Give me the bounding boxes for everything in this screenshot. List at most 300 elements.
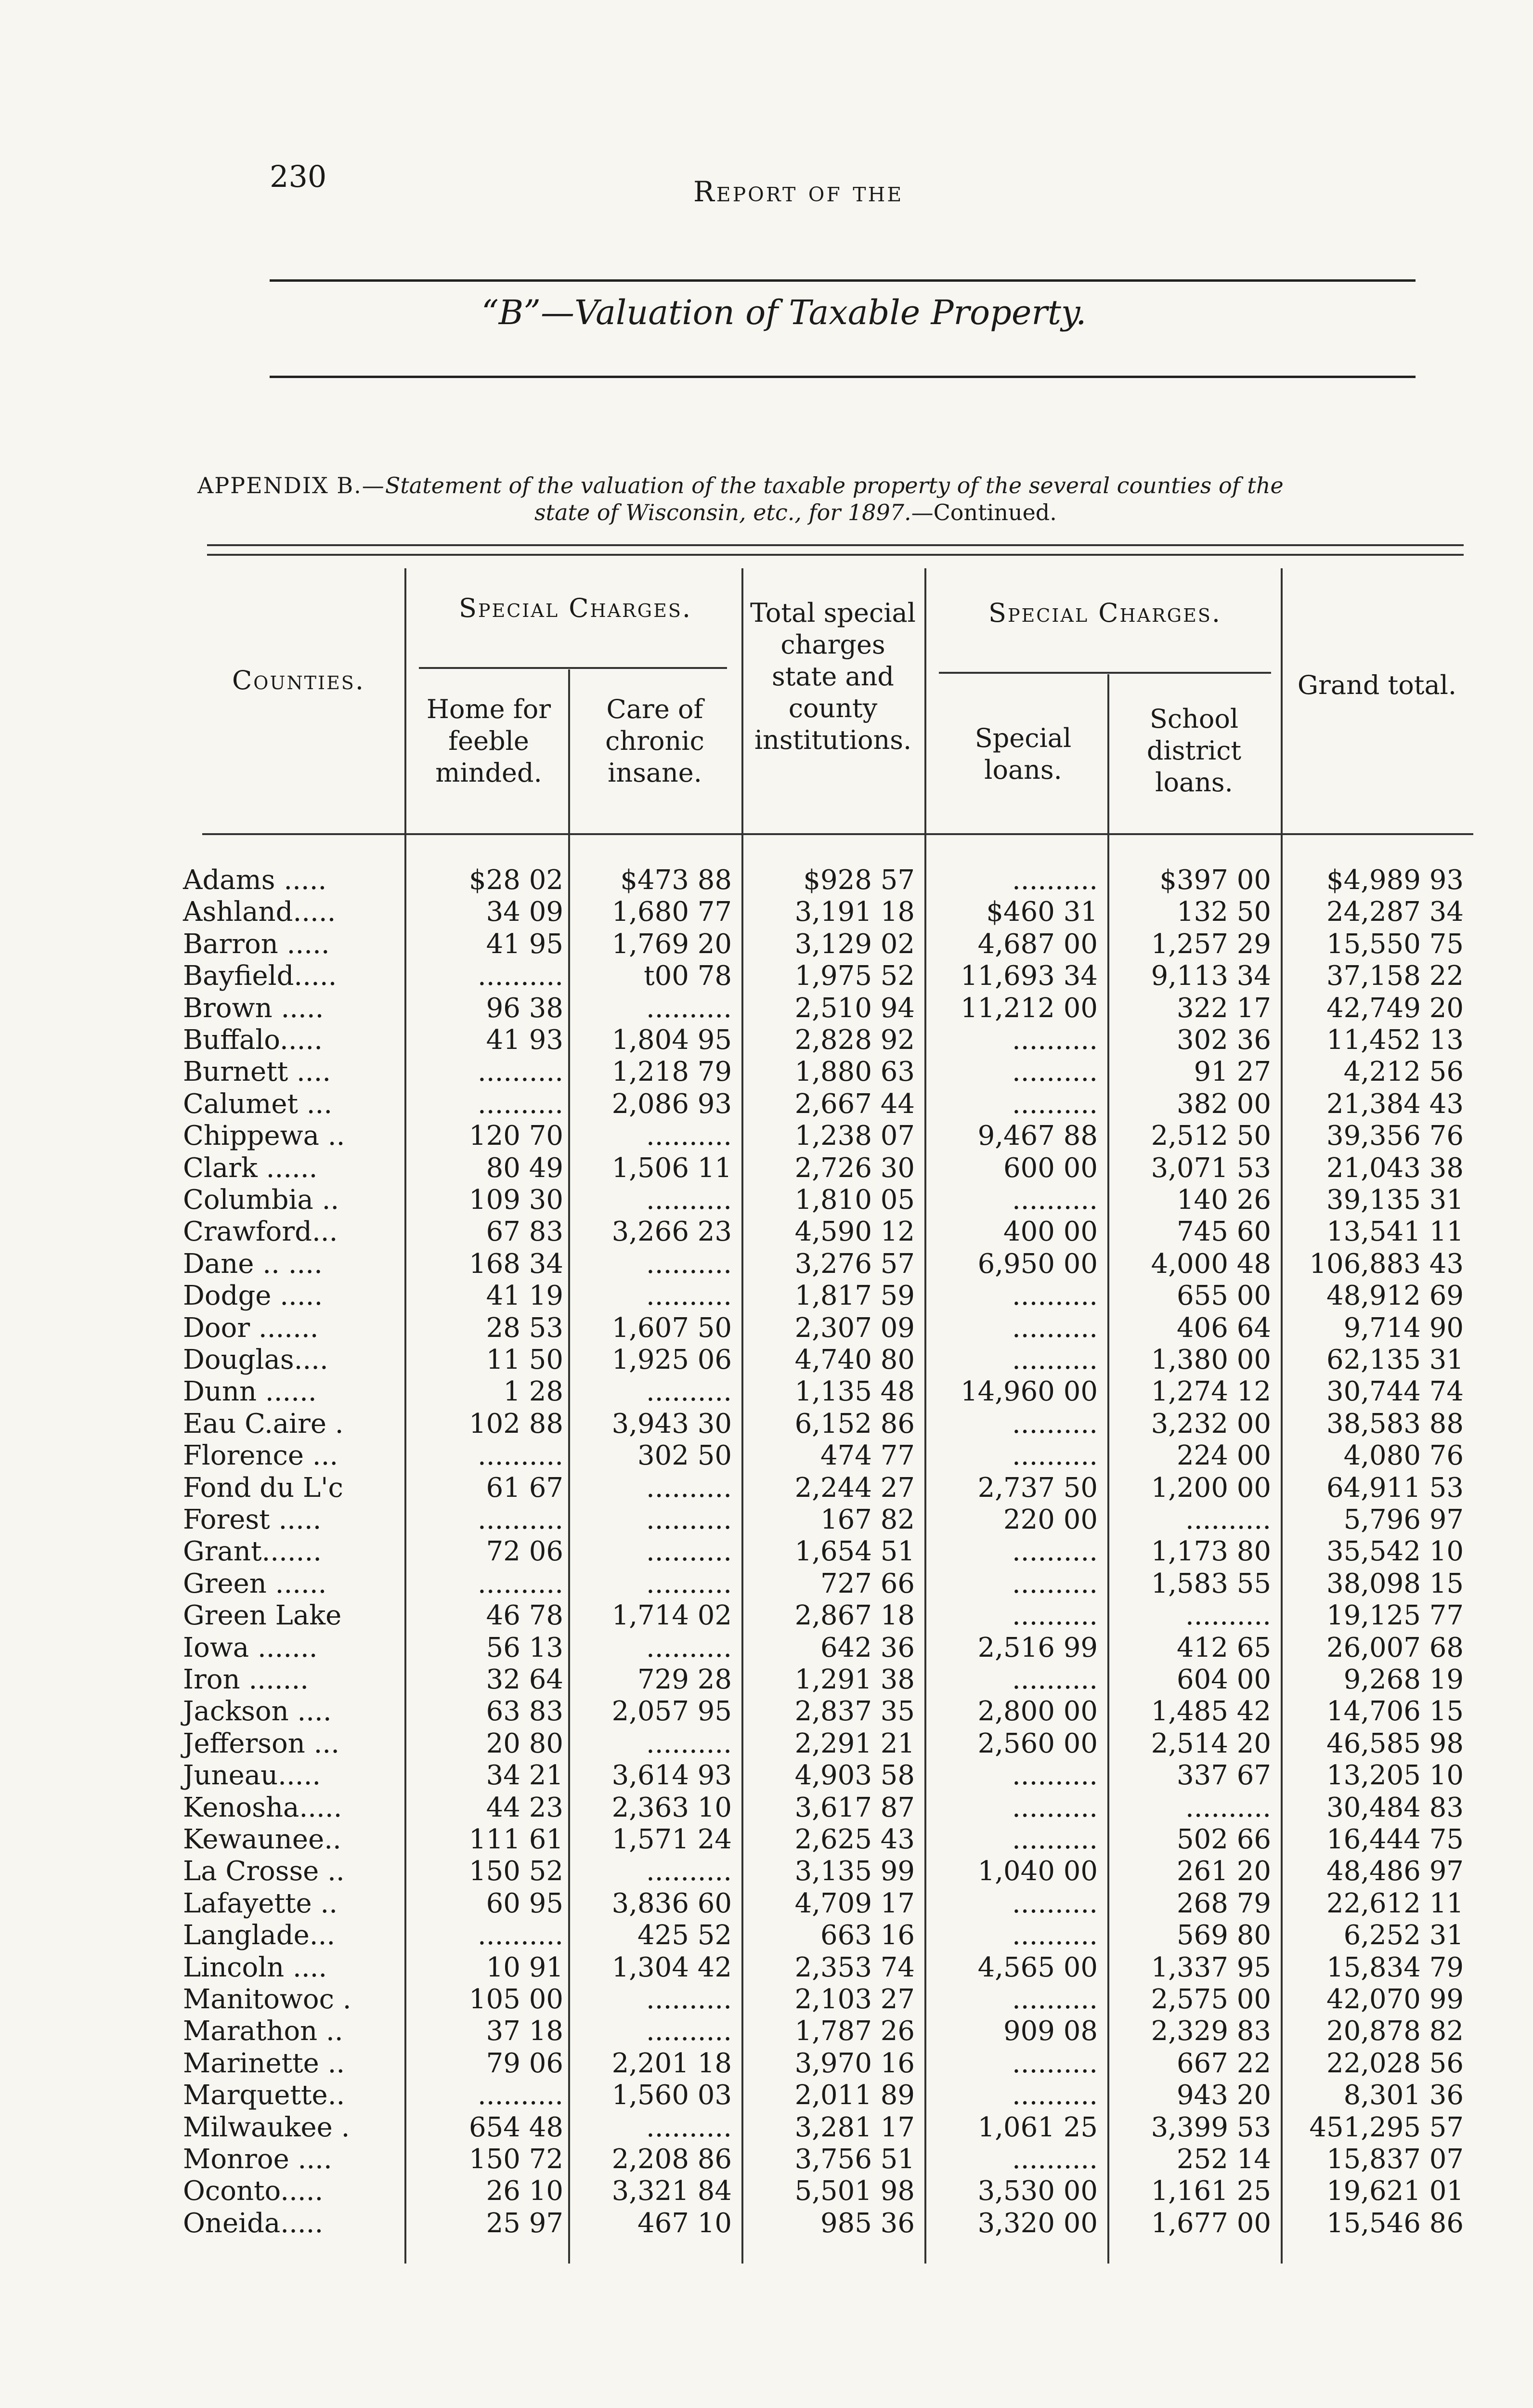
school-district-cell: 2,329 83 (1151, 2015, 1271, 2047)
grand-total-cell: 39,135 31 (1326, 1184, 1464, 1216)
care-chronic-cell: .......... (646, 1376, 732, 1408)
special-loans-cell: .......... (1012, 1408, 1098, 1440)
special-loans-cell: .......... (1012, 1792, 1098, 1823)
school-district-cell: 1,583 55 (1151, 1568, 1271, 1599)
grand-total-cell: $4,989 93 (1326, 864, 1464, 896)
grand-total-cell: 38,583 88 (1326, 1408, 1464, 1440)
total-special-cell: 1,810 05 (794, 1184, 915, 1216)
county-cell: Lincoln .... (183, 1951, 327, 1983)
table-row (0, 1632, 1533, 1664)
special-loans-cell: .......... (1012, 1344, 1098, 1375)
table-row (0, 2175, 1533, 2207)
grand-total-cell: 5,796 97 (1343, 1504, 1464, 1535)
county-cell: Jackson .... (183, 1696, 332, 1727)
county-cell: Columbia .. (183, 1184, 339, 1216)
table-row (0, 1056, 1533, 1088)
grand-total-cell: 62,135 31 (1326, 1344, 1464, 1375)
care-chronic-cell: 3,614 93 (611, 1760, 732, 1792)
grand-total-cell: 15,837 07 (1326, 2144, 1464, 2175)
appendix-label: APPENDIX B.— (197, 472, 385, 498)
school-district-cell: 604 00 (1177, 1664, 1271, 1695)
county-cell: Eau C.aire . (183, 1408, 344, 1440)
home-feeble-cell: 28 53 (486, 1312, 563, 1344)
home-feeble-cell: 111 61 (469, 1824, 563, 1855)
special-loans-cell: 2,800 00 (977, 1696, 1098, 1727)
school-district-cell: 1,485 42 (1151, 1696, 1271, 1727)
home-feeble-cell: .......... (477, 1504, 563, 1535)
county-cell: Langlade... (183, 1920, 336, 1951)
county-cell: Burnett .... (183, 1056, 331, 1088)
school-district-cell: 224 00 (1177, 1440, 1271, 1472)
home-feeble-cell: 11 50 (486, 1344, 563, 1375)
home-feeble-cell: 34 21 (486, 1760, 563, 1792)
school-district-cell: 1,274 12 (1151, 1376, 1271, 1408)
care-chronic-cell: 3,836 60 (611, 1887, 732, 1919)
school-district-cell: 1,337 95 (1151, 1951, 1271, 1983)
grand-total-cell: 26,007 68 (1326, 1632, 1464, 1663)
col-header-counties: Counties. (232, 665, 365, 695)
table-row (0, 1280, 1533, 1312)
care-chronic-cell: $473 88 (620, 864, 732, 896)
special-loans-cell: $460 31 (986, 896, 1098, 928)
table-row (0, 1856, 1533, 1887)
care-chronic-cell: 1,304 42 (611, 1951, 732, 1983)
home-feeble-cell: 46 78 (486, 1600, 563, 1632)
home-feeble-cell: 32 64 (486, 1664, 563, 1695)
county-cell: Jefferson ... (183, 1727, 340, 1759)
total-special-cell: $928 57 (803, 864, 915, 896)
special-loans-cell: .......... (1012, 2047, 1098, 2079)
col-header-special-loans: Special loans. (974, 723, 1072, 785)
table-row (0, 1152, 1533, 1184)
subtitle-rule (270, 376, 1416, 378)
total-special-cell: 2,291 21 (794, 1727, 915, 1759)
care-chronic-cell: 425 52 (637, 1920, 732, 1951)
grand-total-cell: 9,714 90 (1343, 1312, 1464, 1344)
school-district-cell: 140 26 (1177, 1184, 1271, 1216)
home-feeble-cell: 56 13 (486, 1632, 563, 1663)
special-loans-cell: 600 00 (1003, 1152, 1098, 1184)
care-chronic-cell: .......... (646, 1856, 732, 1887)
county-cell: Florence ... (183, 1440, 338, 1472)
care-chronic-cell: .......... (646, 1280, 732, 1312)
table-row (0, 2015, 1533, 2047)
home-feeble-cell: 168 34 (469, 1248, 563, 1280)
home-feeble-cell: 150 52 (469, 1856, 563, 1887)
home-feeble-cell: 44 23 (486, 1792, 563, 1823)
table-top-rule (207, 544, 1464, 546)
home-feeble-cell: .......... (477, 1568, 563, 1599)
grand-total-cell: 37,158 22 (1326, 960, 1464, 992)
special-loans-cell: 9,467 88 (977, 1120, 1098, 1152)
county-cell: Brown ..... (183, 992, 324, 1024)
section-subtitle: “B”—Valuation of Taxable Property. (481, 293, 1087, 332)
county-cell: Calumet ... (183, 1088, 333, 1120)
total-special-cell: 727 66 (820, 1568, 915, 1599)
care-chronic-cell: 1,680 77 (611, 896, 732, 928)
grand-total-cell: 38,098 15 (1326, 1568, 1464, 1599)
table-row (0, 1472, 1533, 1504)
table-row (0, 896, 1533, 928)
total-special-cell: 2,625 43 (794, 1824, 915, 1855)
county-cell: Fond du L'c (183, 1472, 343, 1504)
grand-total-cell: 64,911 53 (1326, 1472, 1464, 1504)
home-feeble-cell: 26 10 (486, 2175, 563, 2207)
grand-total-cell: 39,356 76 (1326, 1120, 1464, 1152)
care-chronic-cell: 1,769 20 (611, 928, 732, 960)
county-cell: Green ...... (183, 1568, 327, 1599)
home-feeble-cell: .......... (477, 1056, 563, 1088)
home-feeble-cell: 79 06 (486, 2047, 563, 2079)
grand-total-cell: 15,834 79 (1326, 1951, 1464, 1983)
grand-total-cell: 42,749 20 (1326, 992, 1464, 1024)
total-special-cell: 3,191 18 (794, 896, 915, 928)
grand-total-cell: 48,486 97 (1326, 1856, 1464, 1887)
grand-total-cell: 30,744 74 (1326, 1376, 1464, 1408)
school-district-cell: 261 20 (1177, 1856, 1271, 1887)
home-feeble-cell: $28 02 (469, 864, 563, 896)
home-feeble-cell: .......... (477, 2080, 563, 2111)
home-feeble-cell: 41 19 (486, 1280, 563, 1312)
table-row (0, 1792, 1533, 1824)
total-special-cell: 1,654 51 (794, 1536, 915, 1568)
total-special-cell: 1,817 59 (794, 1280, 915, 1312)
grand-total-cell: 30,484 83 (1326, 1792, 1464, 1823)
table-row (0, 1408, 1533, 1440)
county-cell: Oneida..... (183, 2207, 324, 2239)
special-loans-cell: 1,061 25 (977, 2111, 1098, 2143)
total-special-cell: 3,129 02 (794, 928, 915, 960)
care-chronic-cell: 2,208 86 (611, 2144, 732, 2175)
col-header-school-district: School district loans. (1146, 704, 1242, 798)
county-cell: Dane .. .... (183, 1248, 323, 1280)
care-chronic-cell: 302 50 (637, 1440, 732, 1472)
total-special-cell: 3,281 17 (794, 2111, 915, 2143)
special-loans-cell: .......... (1012, 1280, 1098, 1312)
county-cell: Monroe .... (183, 2144, 332, 2175)
home-feeble-cell: 1 28 (503, 1376, 563, 1408)
special-loans-cell: 2,737 50 (977, 1472, 1098, 1504)
home-feeble-cell: 150 72 (469, 2144, 563, 2175)
county-cell: Iron ....... (183, 1664, 309, 1695)
total-special-cell: 2,667 44 (794, 1088, 915, 1120)
school-district-cell: 91 27 (1194, 1056, 1271, 1088)
care-chronic-cell: .......... (646, 992, 732, 1024)
county-cell: Buffalo..... (183, 1024, 323, 1056)
care-chronic-cell: .......... (646, 1472, 732, 1504)
school-district-cell: 2,512 50 (1151, 1120, 1271, 1152)
special-loans-cell: 2,560 00 (977, 1727, 1098, 1759)
home-feeble-cell: .......... (477, 960, 563, 992)
total-special-cell: 2,307 09 (794, 1312, 915, 1344)
table-top-rule-2 (207, 554, 1464, 556)
special-loans-cell: .......... (1012, 1600, 1098, 1632)
school-district-cell: 745 60 (1177, 1216, 1271, 1248)
care-chronic-cell: 729 28 (637, 1664, 732, 1695)
care-chronic-cell: 1,218 79 (611, 1056, 732, 1088)
total-special-cell: 5,501 98 (794, 2175, 915, 2207)
school-district-cell: 1,677 00 (1151, 2207, 1271, 2239)
county-cell: Juneau..... (183, 1760, 321, 1792)
table-row (0, 1184, 1533, 1216)
care-chronic-cell: .......... (646, 2015, 732, 2047)
grand-total-cell: 13,205 10 (1326, 1760, 1464, 1792)
special-loans-cell: 14,960 00 (960, 1376, 1098, 1408)
table-row (0, 1376, 1533, 1408)
school-district-cell: 2,575 00 (1151, 1984, 1271, 2015)
table-row (0, 1920, 1533, 1951)
home-feeble-cell: 105 00 (469, 1984, 563, 2015)
school-district-cell: 132 50 (1177, 896, 1271, 928)
care-chronic-cell: .......... (646, 1632, 732, 1663)
home-feeble-cell: 102 88 (469, 1408, 563, 1440)
school-district-cell: 406 64 (1177, 1312, 1271, 1344)
special-loans-cell: 1,040 00 (977, 1856, 1098, 1887)
care-chronic-cell: 2,086 93 (611, 1088, 732, 1120)
home-feeble-cell: 67 83 (486, 1216, 563, 1248)
total-special-cell: 3,617 87 (794, 1792, 915, 1823)
appendix-caption (197, 472, 1488, 526)
grand-total-cell: 13,541 11 (1326, 1216, 1464, 1248)
county-cell: Barron ..... (183, 928, 330, 960)
county-cell: Lafayette .. (183, 1887, 338, 1919)
county-cell: Douglas.... (183, 1344, 328, 1375)
col-header-grand-total: Grand total. (1297, 670, 1457, 700)
care-chronic-cell: t00 78 (644, 960, 732, 992)
total-special-cell: 2,867 18 (794, 1600, 915, 1632)
county-cell: Dunn ...... (183, 1376, 317, 1408)
group-rule-left (419, 667, 727, 669)
care-chronic-cell: .......... (646, 1568, 732, 1599)
appendix-description-1: Statement of the valuation of the taxable property of the several counties of the (385, 472, 1284, 498)
school-district-cell: 667 22 (1177, 2047, 1271, 2079)
home-feeble-cell: 61 67 (486, 1472, 563, 1504)
county-cell: Clark ...... (183, 1152, 318, 1184)
total-special-cell: 3,276 57 (794, 1248, 915, 1280)
school-district-cell: 2,514 20 (1151, 1727, 1271, 1759)
total-special-cell: 474 77 (820, 1440, 915, 1472)
care-chronic-cell: .......... (646, 1984, 732, 2015)
school-district-cell: 252 14 (1177, 2144, 1271, 2175)
grand-total-cell: 16,444 75 (1326, 1824, 1464, 1855)
grand-total-cell: 20,878 82 (1326, 2015, 1464, 2047)
total-special-cell: 4,740 80 (794, 1344, 915, 1375)
grand-total-cell: 21,384 43 (1326, 1088, 1464, 1120)
grand-total-cell: 14,706 15 (1326, 1696, 1464, 1727)
table-row (0, 1504, 1533, 1536)
total-special-cell: 4,590 12 (794, 1216, 915, 1248)
total-special-cell: 4,709 17 (794, 1887, 915, 1919)
appendix-continued: —Continued. (911, 499, 1057, 525)
special-loans-cell: .......... (1012, 1824, 1098, 1855)
special-loans-cell: .......... (1012, 1887, 1098, 1919)
grand-total-cell: 11,452 13 (1326, 1024, 1464, 1056)
county-cell: Crawford... (183, 1216, 338, 1248)
care-chronic-cell: .......... (646, 1504, 732, 1535)
special-loans-cell: .......... (1012, 1184, 1098, 1216)
home-feeble-cell: 34 09 (486, 896, 563, 928)
county-cell: Oconto..... (183, 2175, 324, 2207)
header-bottom-rule (202, 833, 1473, 835)
county-cell: Iowa ....... (183, 1632, 318, 1663)
special-loans-cell: 909 08 (1003, 2015, 1098, 2047)
special-loans-cell: .......... (1012, 1568, 1098, 1599)
table-row (0, 1952, 1533, 1984)
care-chronic-cell: 1,506 11 (611, 1152, 732, 1184)
home-feeble-cell: 72 06 (486, 1536, 563, 1568)
table-row (0, 1760, 1533, 1792)
special-loans-cell: .......... (1012, 1056, 1098, 1088)
county-cell: Kenosha..... (183, 1792, 342, 1823)
school-district-cell: 569 80 (1177, 1920, 1271, 1951)
school-district-cell: .......... (1185, 1504, 1271, 1535)
table-row (0, 1984, 1533, 2015)
total-special-cell: 4,903 58 (794, 1760, 915, 1792)
total-special-cell: 1,135 48 (794, 1376, 915, 1408)
total-special-cell: 2,353 74 (794, 1951, 915, 1983)
school-district-cell: 655 00 (1177, 1280, 1271, 1312)
county-cell: Manitowoc . (183, 1984, 351, 2015)
home-feeble-cell: 41 93 (486, 1024, 563, 1056)
care-chronic-cell: 3,266 23 (611, 1216, 732, 1248)
table-row (0, 960, 1533, 992)
care-chronic-cell: 1,714 02 (611, 1600, 732, 1632)
care-chronic-cell: 1,560 03 (611, 2080, 732, 2111)
col-header-special-charges-left: Special Charges. (458, 593, 692, 623)
table-row (0, 1344, 1533, 1376)
table-row (0, 1024, 1533, 1056)
care-chronic-cell: 1,804 95 (611, 1024, 732, 1056)
school-district-cell: .......... (1185, 1792, 1271, 1823)
county-cell: Forest ..... (183, 1504, 322, 1535)
grand-total-cell: 42,070 99 (1326, 1984, 1464, 2015)
grand-total-cell: 15,550 75 (1326, 928, 1464, 960)
care-chronic-cell: .......... (646, 1120, 732, 1152)
care-chronic-cell: 1,607 50 (611, 1312, 732, 1344)
care-chronic-cell: 467 10 (637, 2207, 732, 2239)
special-loans-cell: 11,212 00 (960, 992, 1098, 1024)
home-feeble-cell: 60 95 (486, 1887, 563, 1919)
grand-total-cell: 22,612 11 (1326, 1887, 1464, 1919)
table-row (0, 2144, 1533, 2175)
county-cell: Ashland..... (183, 896, 336, 928)
special-loans-cell: 6,950 00 (977, 1248, 1098, 1280)
home-feeble-cell: 120 70 (469, 1120, 563, 1152)
care-chronic-cell: .......... (646, 2111, 732, 2143)
grand-total-cell: 106,883 43 (1309, 1248, 1464, 1280)
school-district-cell: 4,000 48 (1151, 1248, 1271, 1280)
home-feeble-cell: 20 80 (486, 1727, 563, 1759)
special-loans-cell: .......... (1012, 1440, 1098, 1472)
school-district-cell: 943 20 (1177, 2080, 1271, 2111)
school-district-cell: $397 00 (1159, 864, 1271, 896)
total-special-cell: 1,238 07 (794, 1120, 915, 1152)
table-row (0, 929, 1533, 960)
grand-total-cell: 8,301 36 (1343, 2080, 1464, 2111)
table-row (0, 1216, 1533, 1248)
table-row (0, 864, 1533, 896)
table-row (0, 1664, 1533, 1696)
total-special-cell: 3,135 99 (794, 1856, 915, 1887)
grand-total-cell: 15,546 86 (1326, 2207, 1464, 2239)
special-loans-cell: .......... (1012, 1088, 1098, 1120)
county-cell: Dodge ..... (183, 1280, 323, 1312)
special-loans-cell: .......... (1012, 1920, 1098, 1951)
special-loans-cell: .......... (1012, 1760, 1098, 1792)
special-loans-cell: 220 00 (1003, 1504, 1098, 1535)
table-row (0, 2048, 1533, 2080)
school-district-cell: 1,173 80 (1151, 1536, 1271, 1568)
total-special-cell: 642 36 (820, 1632, 915, 1663)
care-chronic-cell: 2,201 18 (611, 2047, 732, 2079)
table-row (0, 993, 1533, 1024)
table-row (0, 1888, 1533, 1920)
special-loans-cell: .......... (1012, 2144, 1098, 2175)
table-row (0, 2208, 1533, 2239)
school-district-cell: 3,232 00 (1151, 1408, 1271, 1440)
special-loans-cell: .......... (1012, 864, 1098, 896)
county-cell: Door ....... (183, 1312, 319, 1344)
grand-total-cell: 4,212 56 (1343, 1056, 1464, 1088)
county-cell: Adams ..... (183, 864, 327, 896)
county-cell: Milwaukee . (183, 2111, 350, 2143)
top-rule (270, 279, 1416, 282)
school-district-cell: 1,380 00 (1151, 1344, 1271, 1375)
grand-total-cell: 4,080 76 (1343, 1440, 1464, 1472)
grand-total-cell: 21,043 38 (1326, 1152, 1464, 1184)
group-rule-right (939, 672, 1271, 674)
total-special-cell: 2,726 30 (794, 1152, 915, 1184)
school-district-cell: 9,113 34 (1151, 960, 1271, 992)
home-feeble-cell: .......... (477, 1920, 563, 1951)
special-loans-cell: 3,320 00 (977, 2207, 1098, 2239)
home-feeble-cell: 80 49 (486, 1152, 563, 1184)
school-district-cell: 302 36 (1177, 1024, 1271, 1056)
home-feeble-cell: 96 38 (486, 992, 563, 1024)
total-special-cell: 2,837 35 (794, 1696, 915, 1727)
home-feeble-cell: 109 30 (469, 1184, 563, 1216)
county-cell: La Crosse .. (183, 1856, 345, 1887)
grand-total-cell: 46,585 98 (1326, 1727, 1464, 1759)
table-row (0, 1440, 1533, 1472)
table-row (0, 1696, 1533, 1727)
total-special-cell: 1,880 63 (794, 1056, 915, 1088)
school-district-cell: 412 65 (1177, 1632, 1271, 1663)
col-header-care-chronic: Care of chronic insane. (605, 694, 704, 788)
home-feeble-cell: 25 97 (486, 2207, 563, 2239)
school-district-cell: 3,399 53 (1151, 2111, 1271, 2143)
grand-total-cell: 451,295 57 (1309, 2111, 1464, 2143)
care-chronic-cell: 2,057 95 (611, 1696, 732, 1727)
table-row (0, 1824, 1533, 1856)
special-loans-cell: 4,687 00 (977, 928, 1098, 960)
col-header-special-charges-right: Special Charges. (988, 598, 1222, 628)
table-row (0, 1568, 1533, 1600)
home-feeble-cell: 10 91 (486, 1951, 563, 1983)
care-chronic-cell: .......... (646, 1536, 732, 1568)
grand-total-cell: 48,912 69 (1326, 1280, 1464, 1312)
home-feeble-cell: 41 95 (486, 928, 563, 960)
special-loans-cell: .......... (1012, 1312, 1098, 1344)
grand-total-cell: 24,287 34 (1326, 896, 1464, 928)
table-row (0, 2112, 1533, 2144)
home-feeble-cell: 37 18 (486, 2015, 563, 2047)
total-special-cell: 3,970 16 (794, 2047, 915, 2079)
school-district-cell: 502 66 (1177, 1824, 1271, 1855)
total-special-cell: 1,787 26 (794, 2015, 915, 2047)
special-loans-cell: 400 00 (1003, 1216, 1098, 1248)
total-special-cell: 1,291 38 (794, 1664, 915, 1695)
